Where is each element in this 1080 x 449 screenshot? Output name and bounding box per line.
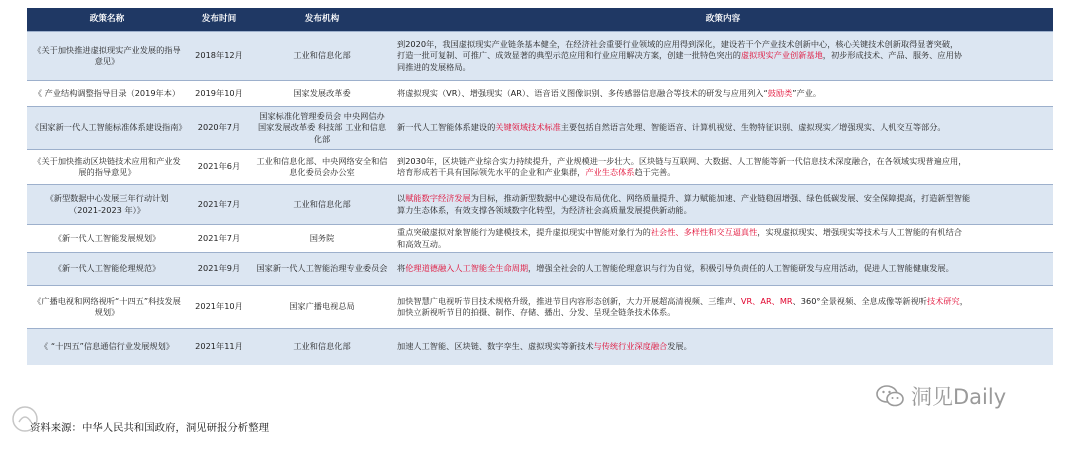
content-text: 以 bbox=[397, 193, 406, 203]
content-line bbox=[397, 193, 1049, 205]
release-date-cell: 2021年10月 bbox=[187, 286, 251, 329]
policy-name-cell: 《新型数据中心发展三年行动计划（2021-2023 年）》 bbox=[27, 185, 187, 225]
policy-content-cell bbox=[393, 329, 1053, 365]
header-release-date: 发布时间 bbox=[187, 8, 251, 32]
policy-content-cell bbox=[393, 225, 1053, 253]
content-line bbox=[397, 239, 1049, 251]
content-text: 加快立新视听节目的拍摄、制作、存储、播出、分发、呈现全链条技术体系。 bbox=[397, 307, 676, 317]
content-line bbox=[397, 62, 1049, 74]
highlighted-text: 技术研究 bbox=[926, 295, 960, 306]
release-date-cell: 2021年6月 bbox=[187, 150, 251, 185]
policy-name-cell: 《新一代人工智能伦理规范》 bbox=[27, 253, 187, 286]
release-date-cell: 2021年11月 bbox=[187, 329, 251, 365]
content-text: ，实现虚拟现实、增强现实等技术与人工智能的有机结合 bbox=[757, 227, 962, 237]
content-text: 到2020年，我国虚拟现实产业链条基本健全，在经济社会重要行业领域的应用得到深化，建设若干个产业技术创新中心，核心关键技术创新取得显著突破， bbox=[397, 38, 959, 49]
release-date-cell: 2018年12月 bbox=[187, 32, 251, 81]
highlighted-text: 社会性、多样性和交互逼真性 bbox=[650, 227, 758, 237]
content-text: 和高效互动。 bbox=[397, 238, 447, 249]
content-line bbox=[397, 167, 1049, 179]
content-line bbox=[397, 39, 1049, 51]
issuing-agency-cell: 工业和信息化部 bbox=[251, 185, 393, 225]
table-row bbox=[27, 225, 1053, 253]
highlighted-text: 与传统行业深度融合 bbox=[593, 341, 668, 351]
release-date-cell: 2019年10月 bbox=[187, 81, 251, 107]
policy-name-cell: 《关于加快推动区块链技术应用和产业发展的指导意见》 bbox=[27, 150, 187, 185]
wechat-icon bbox=[875, 384, 905, 408]
header-issuing-agency: 发布机构 bbox=[251, 8, 393, 32]
policy-content-cell bbox=[393, 81, 1053, 107]
content-line bbox=[397, 227, 1049, 239]
table-row bbox=[27, 253, 1053, 286]
issuing-agency-cell: 工业和信息化部 bbox=[251, 32, 393, 81]
content-line bbox=[397, 156, 1049, 168]
table-row bbox=[27, 286, 1053, 329]
content-text: 同推进的发展格局。 bbox=[397, 61, 471, 72]
policy-table bbox=[27, 8, 1053, 365]
source-note: 资料来源：中华人民共和国政府，洞见研报分析整理 bbox=[30, 422, 269, 434]
content-text: ”产业。 bbox=[792, 87, 822, 98]
highlighted-text: 关键领域技术标准 bbox=[495, 122, 561, 133]
issuing-agency-cell: 国家标准化管理委员会 中央网信办 国家发展改革委 科技部 工业和信息化部 bbox=[251, 107, 393, 150]
content-text: 、360°全景视频、全息成像等新视听 bbox=[792, 295, 927, 306]
issuing-agency-cell: 国家广播电视总局 bbox=[251, 286, 393, 329]
content-text: 新一代人工智能体系建设的 bbox=[397, 122, 496, 133]
content-line bbox=[397, 88, 1049, 100]
content-text: ，增强全社会的人工智能伦理意识与行为自觉，积极引导负责任的人工智能研发与应用活动，促进人工智能健康发展。 bbox=[528, 263, 954, 274]
issuing-agency-cell: 国家新一代人工智能治理专业委员会 bbox=[251, 253, 393, 286]
policy-content-cell bbox=[393, 185, 1053, 225]
issuing-agency-cell: 工业和信息化部、中央网络安全和信息化委员会办公室 bbox=[251, 150, 393, 185]
release-date-cell: 2021年9月 bbox=[187, 253, 251, 286]
content-text: 算力生态体系，有效支撑各领域数字化转型，为经济社会高质量发展提供新动能。 bbox=[397, 204, 692, 215]
content-line bbox=[397, 296, 1049, 308]
highlighted-text: VR、AR、MR bbox=[740, 295, 793, 306]
policy-content-cell bbox=[393, 253, 1053, 286]
watermark-text: 洞见Daily bbox=[911, 385, 1007, 409]
highlighted-text: 产业生态体系 bbox=[585, 167, 635, 177]
content-text: ， bbox=[959, 295, 968, 306]
content-text: 将虚拟现实（VR）、增强现实（AR）、语音语义图像识别、多传感器信息融合等技术的研发与应用列入“ bbox=[397, 87, 768, 98]
corner-watermark-icon bbox=[10, 404, 40, 434]
content-text: 到2030年，区块链产业综合实力持续提升，产业规模进一步壮大。区块链与互联网、大数据、人工智能等新一代信息技术深度融合，在各领域实现普遍应用， bbox=[397, 155, 967, 166]
content-text: 培育形成若干具有国际领先水平的企业和产业集群， bbox=[397, 167, 586, 177]
header-policy-name: 政策名称 bbox=[27, 8, 187, 32]
policy-content-cell bbox=[393, 150, 1053, 185]
content-text: 将 bbox=[397, 263, 406, 274]
content-text: ，初步形成技术、产品、服务、应用协 bbox=[822, 50, 962, 61]
content-text: 发展。 bbox=[667, 341, 692, 351]
table-header-row bbox=[27, 8, 1053, 32]
policy-content-cell bbox=[393, 286, 1053, 329]
highlighted-text: 赋能数字经济发展 bbox=[405, 193, 471, 203]
highlighted-text: 伦理道德融入人工智能全生命周期 bbox=[405, 263, 529, 274]
content-line bbox=[397, 307, 1049, 319]
table-row bbox=[27, 150, 1053, 185]
content-text: 重点突破虚拟对象智能行为建模技术，提升虚拟现实中智能对象行为的 bbox=[397, 227, 651, 237]
content-text: 加快智慧广电视听节目技术规格升级，推进节目内容形态创新，大力开展超高清视频、三维声、 bbox=[397, 295, 741, 306]
content-line bbox=[397, 263, 1049, 275]
highlighted-text: 虚拟现实产业创新基地 bbox=[740, 50, 823, 61]
content-line bbox=[397, 50, 1049, 62]
policy-name-cell: 《广播电视和网络视听“十四五”科技发展规划》 bbox=[27, 286, 187, 329]
policy-name-cell: 《 “十四五”信息通信行业发展规划》 bbox=[27, 329, 187, 365]
content-text: 主要包括自然语言处理、智能语音、计算机视觉、生物特征识别、虚拟现实／增强现实、人机交互等部分。 bbox=[560, 122, 946, 133]
table-row bbox=[27, 81, 1053, 107]
policy-table-container bbox=[27, 8, 1053, 365]
issuing-agency-cell: 国家发展改革委 bbox=[251, 81, 393, 107]
table-row bbox=[27, 329, 1053, 365]
content-text: 为目标，推动新型数据中心建设布局优化、网络质量提升、算力赋能加速、产业链稳固增强、绿色低碳发展、安全保障提高，打造新型智能 bbox=[470, 193, 971, 203]
content-text: 趋于完善。 bbox=[634, 167, 676, 177]
release-date-cell: 2020年7月 bbox=[187, 107, 251, 150]
content-text: 打造一批可复制、可推广、成效显著的典型示范应用和行业应用解决方案，创建一批特色突出的 bbox=[397, 50, 741, 61]
content-line bbox=[397, 341, 1049, 353]
policy-name-cell: 《关于加快推进虚拟现实产业发展的指导意见》 bbox=[27, 32, 187, 81]
watermark bbox=[875, 381, 1006, 411]
release-date-cell: 2021年7月 bbox=[187, 225, 251, 253]
policy-name-cell: 《 产业结构调整指导目录（2019年本） bbox=[27, 81, 187, 107]
table-row bbox=[27, 185, 1053, 225]
content-line bbox=[397, 205, 1049, 217]
policy-name-cell: 《国家新一代人工智能标准体系建设指南》 bbox=[27, 107, 187, 150]
policy-content-cell bbox=[393, 32, 1053, 81]
policy-name-cell: 《新一代人工智能发展规划》 bbox=[27, 225, 187, 253]
content-text: 加速人工智能、区块链、数字孪生、虚拟现实等新技术 bbox=[397, 341, 594, 351]
release-date-cell: 2021年7月 bbox=[187, 185, 251, 225]
table-row bbox=[27, 107, 1053, 150]
highlighted-text: 鼓励类 bbox=[767, 87, 793, 98]
policy-content-cell bbox=[393, 107, 1053, 150]
issuing-agency-cell: 工业和信息化部 bbox=[251, 329, 393, 365]
table-row bbox=[27, 32, 1053, 81]
header-policy-content: 政策内容 bbox=[393, 8, 1053, 32]
content-line bbox=[397, 122, 1049, 134]
issuing-agency-cell: 国务院 bbox=[251, 225, 393, 253]
